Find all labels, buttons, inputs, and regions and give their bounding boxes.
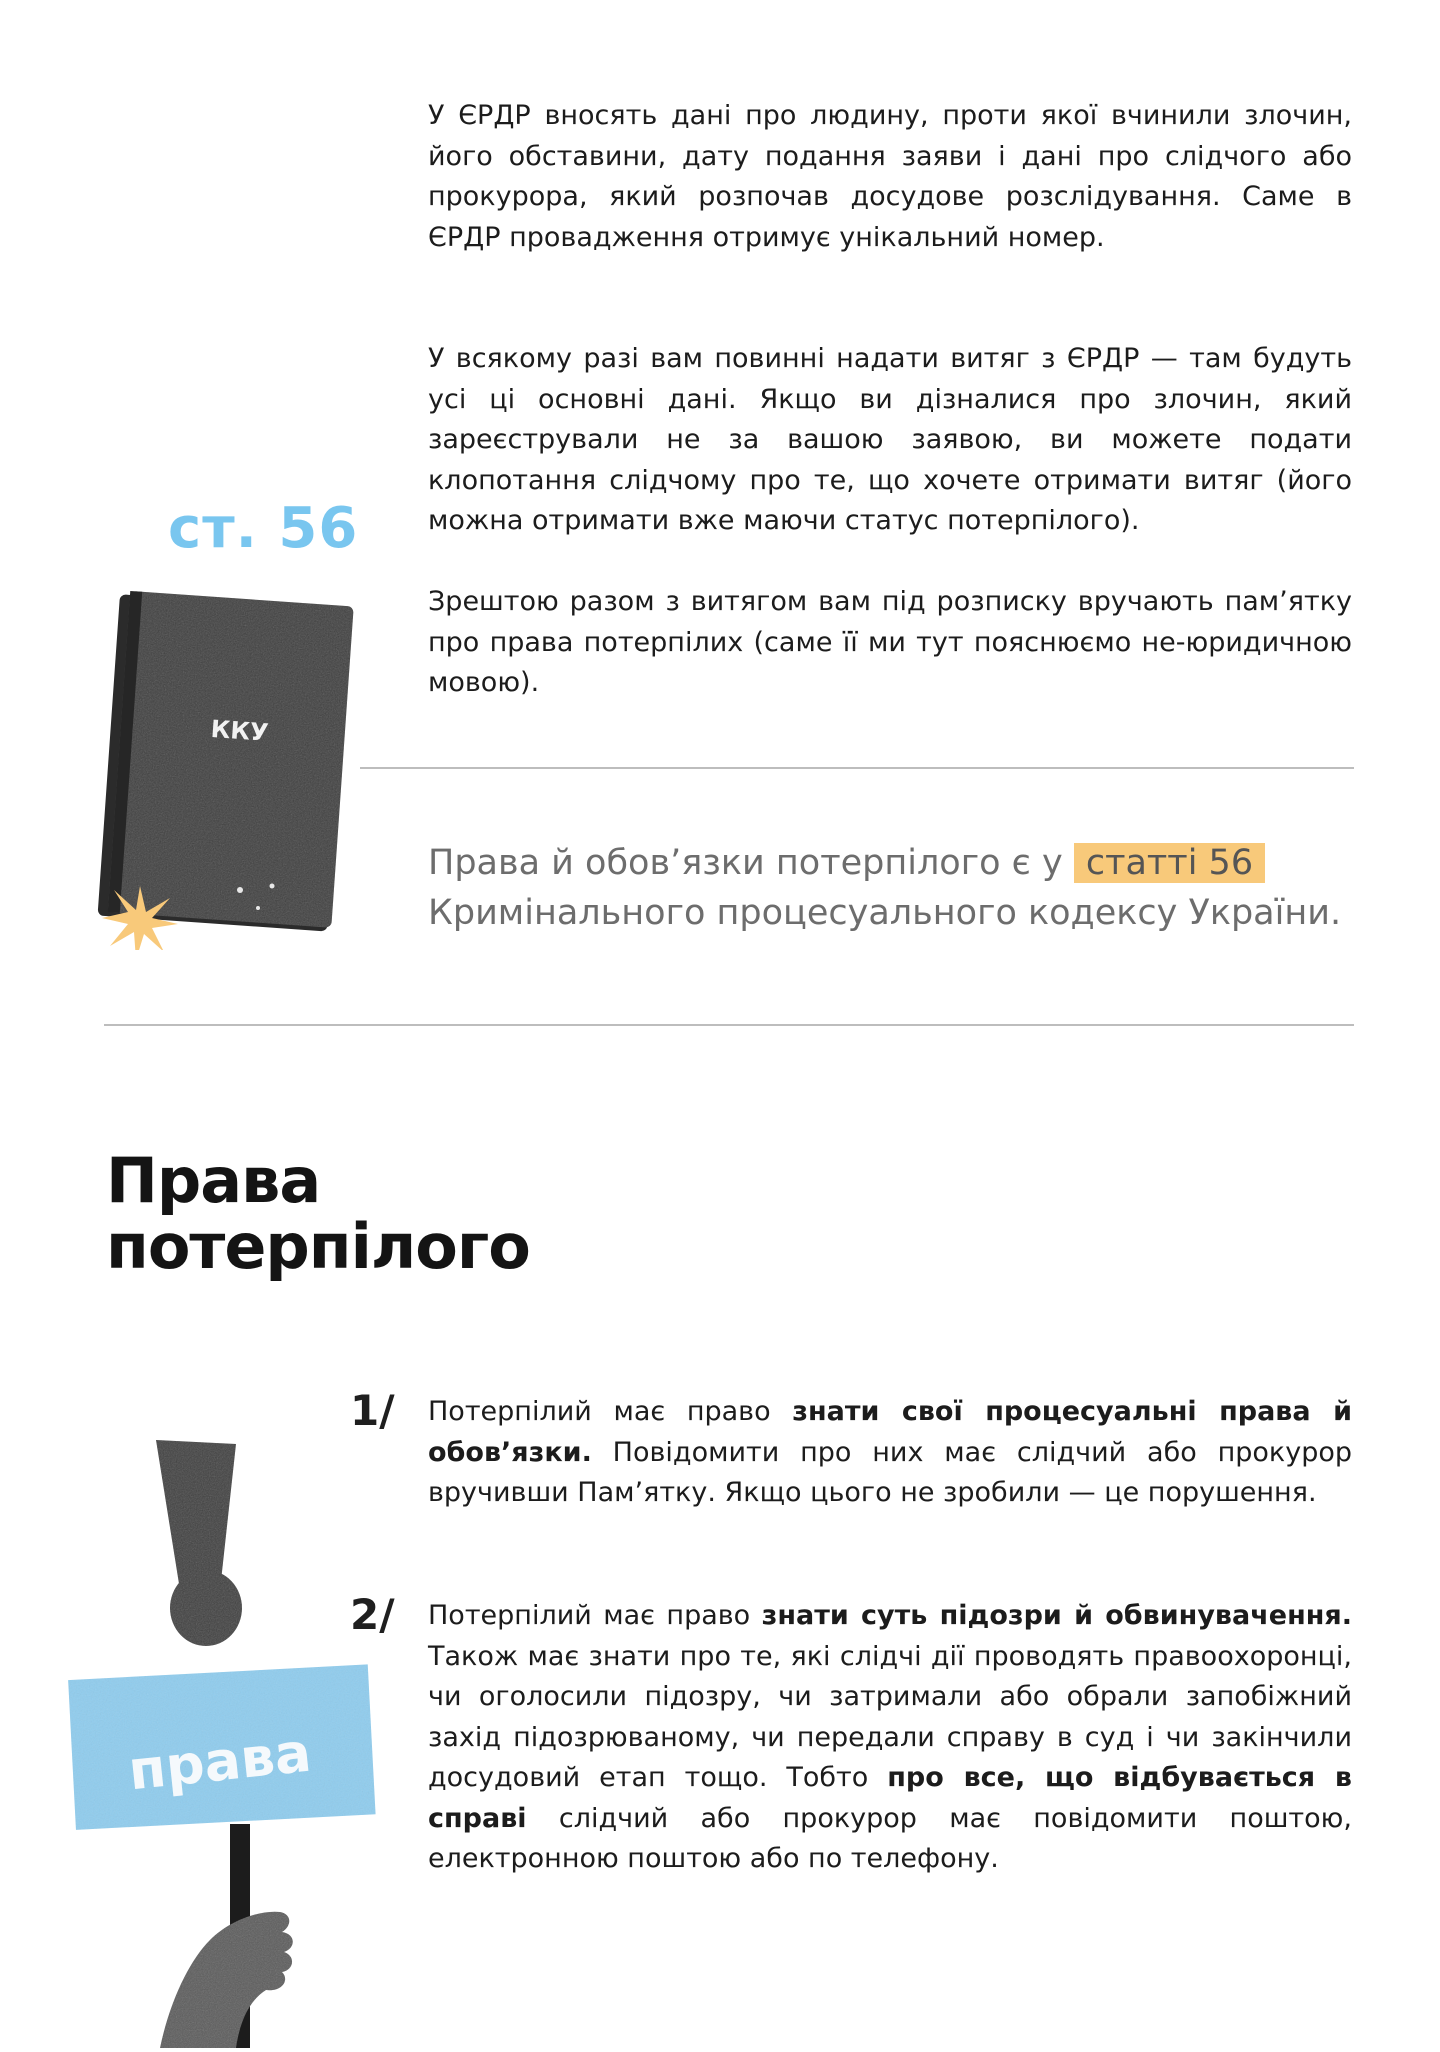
item-1-text-cont: Повідомити про них має слідчий або прокурор вручивши Пам’ятку. Якщо цього не зробили — це порушення. <box>428 1436 1352 1508</box>
item-number-2: 2/ <box>350 1590 395 1639</box>
reference-text-cont: Кримінального процесуального кодексу України. <box>428 893 1342 933</box>
code-reference <box>428 838 1358 938</box>
section-title <box>106 1144 530 1283</box>
title-line-1: Права <box>106 1144 321 1217</box>
item-2-bold-2: про все, що відбувається в справі <box>428 1762 1353 1834</box>
article-highlight: статті 56 <box>1074 843 1265 883</box>
item-1-bold: знати свої процесуальні права й обов’язки. <box>428 1396 1352 1468</box>
paragraph-erdr-data: У ЄРДР вносять дані про людину, проти якої вчинили злочин, його обставини, дату подання заяви і дані про слідчого або прокурора, який розпочав досудове розслідування. Саме в ЄРДР провадження отримує унікальний номер. <box>428 100 1352 253</box>
item-number-1: 1/ <box>350 1386 395 1435</box>
book-icon <box>90 590 360 950</box>
divider-lower <box>104 1024 1354 1026</box>
article-label: ст. 56 <box>168 496 359 561</box>
rights-sign-illustration <box>60 1440 390 2048</box>
rights-item-2 <box>428 1596 1352 1880</box>
book-illustration <box>90 590 360 950</box>
item-2-text-end: слідчий або прокурор має повідомити поштою, електронною поштою або по телефону. <box>428 1802 1352 1874</box>
item-2-text: Потерпілий має право <box>428 1600 762 1631</box>
exclamation-sign-icon <box>60 1440 390 2048</box>
book-label: ККУ <box>209 714 270 747</box>
paragraph-extract: У всякому разі вам повинні надати витяг з ЄРДР — там будуть усі ці основні дані. Якщо ви дізналися про злочин, який зареєстрували не за вашою заявою, ви можете подати клопотання слідчому про те, що хочете отримати витяг (його можна отримати вже маючи статус потерпілого). <box>428 343 1352 536</box>
title-line-2: потерпілого <box>106 1210 530 1283</box>
paragraph-memo: Зрештою разом з витягом вам під розписку вручають пам’ятку про права потерпілих (саме її ми тут пояснюємо не-юридичною мовою). <box>428 586 1352 698</box>
item-2-text-cont: Також має знати про те, які слідчі дії проводять правоохоронці, чи оголосили підозру, чи затримали або обрали запобіжний захід підозрюваному, чи передали справу в суд і чи закінчили досудовий етап тощо. Тобто <box>428 1640 1352 1793</box>
item-1-text: Потерпілий має право <box>428 1396 793 1427</box>
item-2-bold: знати суть підозри й обвинувачення. <box>761 1600 1352 1631</box>
rights-item-1 <box>428 1392 1352 1514</box>
reference-text: Права й обов’язки потерпілого є у <box>428 843 1063 883</box>
divider-upper <box>360 767 1354 769</box>
sign-label: права <box>125 1720 314 1803</box>
